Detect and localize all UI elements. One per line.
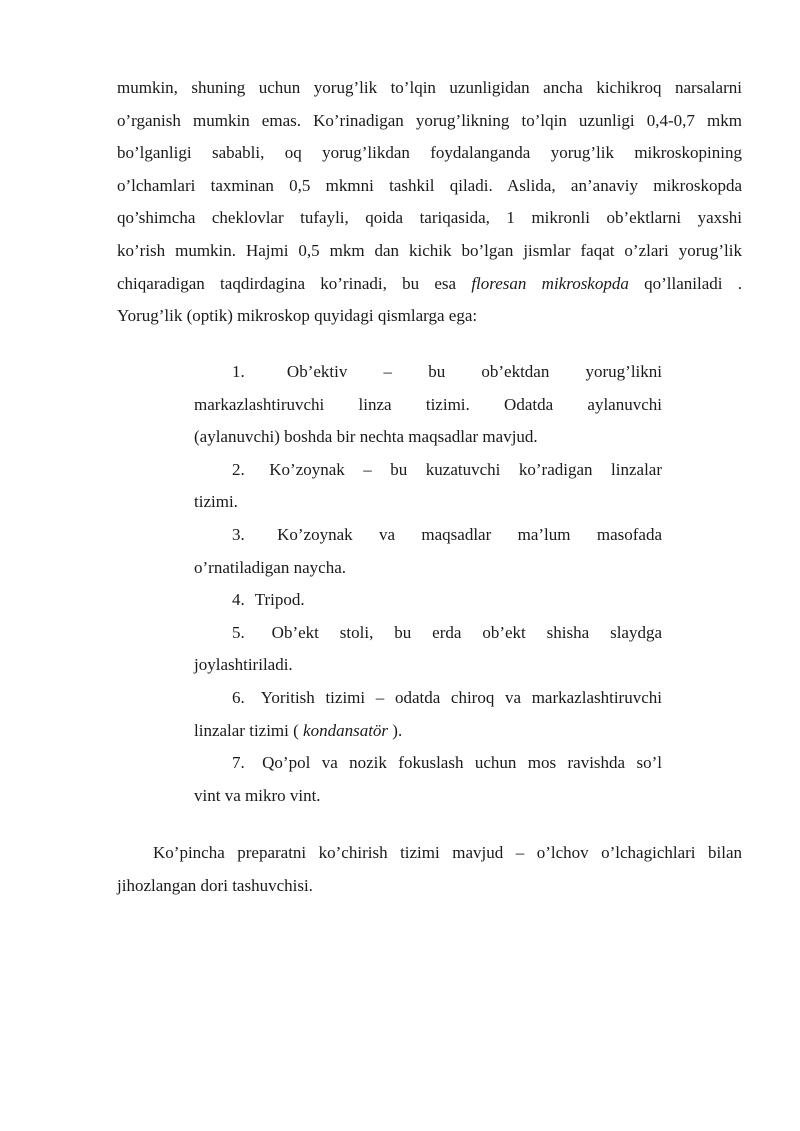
text-line: jihozlangan dori tashuvchisi. [117, 875, 313, 895]
text-run: ). [388, 720, 403, 740]
text-line: Ko’pincha preparatni ko’chirish tizimi mavjud – o’lchov o’lchagichlari bilan [153, 843, 742, 862]
list-item [194, 356, 662, 454]
text-run: qo’llaniladi . [628, 273, 742, 293]
text-line: bo’lganligi sababli, oq yorug’likdan foydalanganda yorug’lik mikroskopining [117, 143, 742, 163]
list-item-line: o’rnatiladigan naycha. [194, 557, 346, 577]
text-line: o’lchamlari taxminan 0,5 mkmni tashkil qiladi. Aslida, an’anaviy mikroskopda [117, 175, 742, 195]
italic-term: floresan mikroskopda [471, 273, 629, 293]
list-number: 7. [232, 753, 245, 773]
italic-term: kondansatör [303, 720, 389, 740]
list-item [194, 617, 662, 682]
list-item [194, 454, 662, 519]
list-item-text: Ko’zoynak – bu kuzatuvchi ko’radigan linzalar [269, 459, 663, 479]
list-number: 3. [232, 524, 245, 544]
list-item-line [194, 454, 662, 487]
list-item-text: Ob’ektiv – bu ob’ektdan yorug’likni [286, 362, 662, 381]
list-item-text: Tripod. [254, 590, 305, 610]
text-line: Yorug’lik (optik) mikroskop quyidagi qismlarga ega: [117, 306, 478, 326]
text-line: ko’rish mumkin. Hajmi 0,5 mkm dan kichik bo’lgan jismlar faqat o’zlari yorug’lik [117, 240, 742, 260]
list-item-line [194, 617, 662, 650]
list-item [194, 747, 662, 812]
list-item-line [194, 519, 662, 552]
text-line: mumkin, shuning uchun yorug’lik to’lqin uzunligidan ancha kichikroq narsalarni [117, 78, 742, 97]
outro-paragraph [117, 837, 742, 902]
list-item-line: tizimi. [194, 492, 238, 512]
text-line: qo’shimcha cheklovlar tufayli, qoida tariqasida, 1 mikronli ob’ektlarni yaxshi [117, 208, 742, 228]
list-item-line [194, 356, 662, 389]
list-number: 4. [232, 590, 245, 610]
list-number: 6. [232, 687, 245, 707]
text-run: chiqaradigan taqdirdagina ko’rinadi, bu esa [117, 273, 472, 293]
text-line: o’rganish mumkin emas. Ko’rinadigan yorug’likning to’lqin uzunligi 0,4-0,7 mkm [117, 110, 742, 130]
list-item-line [194, 584, 662, 617]
list-item-line [194, 715, 662, 748]
list-number: 2. [232, 459, 245, 479]
list-item [194, 584, 662, 617]
list-item [194, 519, 662, 584]
intro-paragraph [117, 72, 742, 333]
text-line [117, 268, 742, 301]
list-item-text: Yoritish tizimi – odatda chiroq va markazlashtiruvchi [260, 687, 662, 707]
list-item-line: joylashtiriladi. [194, 655, 293, 675]
list-number: 1. [232, 362, 245, 381]
list-item-text: Qo’pol va nozik fokuslash uchun mos ravishda so’l [262, 753, 662, 773]
list-item [194, 682, 662, 747]
text-run: linzalar tizimi ( [194, 720, 304, 740]
list-item-line: vint va mikro vint. [194, 785, 321, 805]
list-item-line: markazlashtiruvchi linza tizimi. Odatda aylanuvchi [194, 394, 662, 414]
list-item-text: Ob’ekt stoli, bu erda ob’ekt shisha slaydga [271, 622, 663, 642]
list-item-text: Ko’zoynak va maqsadlar ma’lum masofada [277, 524, 662, 544]
list-number: 5. [232, 622, 245, 642]
list-item-line: (aylanuvchi) boshda bir nechta maqsadlar mavjud. [194, 427, 538, 447]
list-item-line [194, 682, 662, 715]
list-item-line [194, 747, 662, 780]
microscope-parts-list [194, 356, 662, 812]
